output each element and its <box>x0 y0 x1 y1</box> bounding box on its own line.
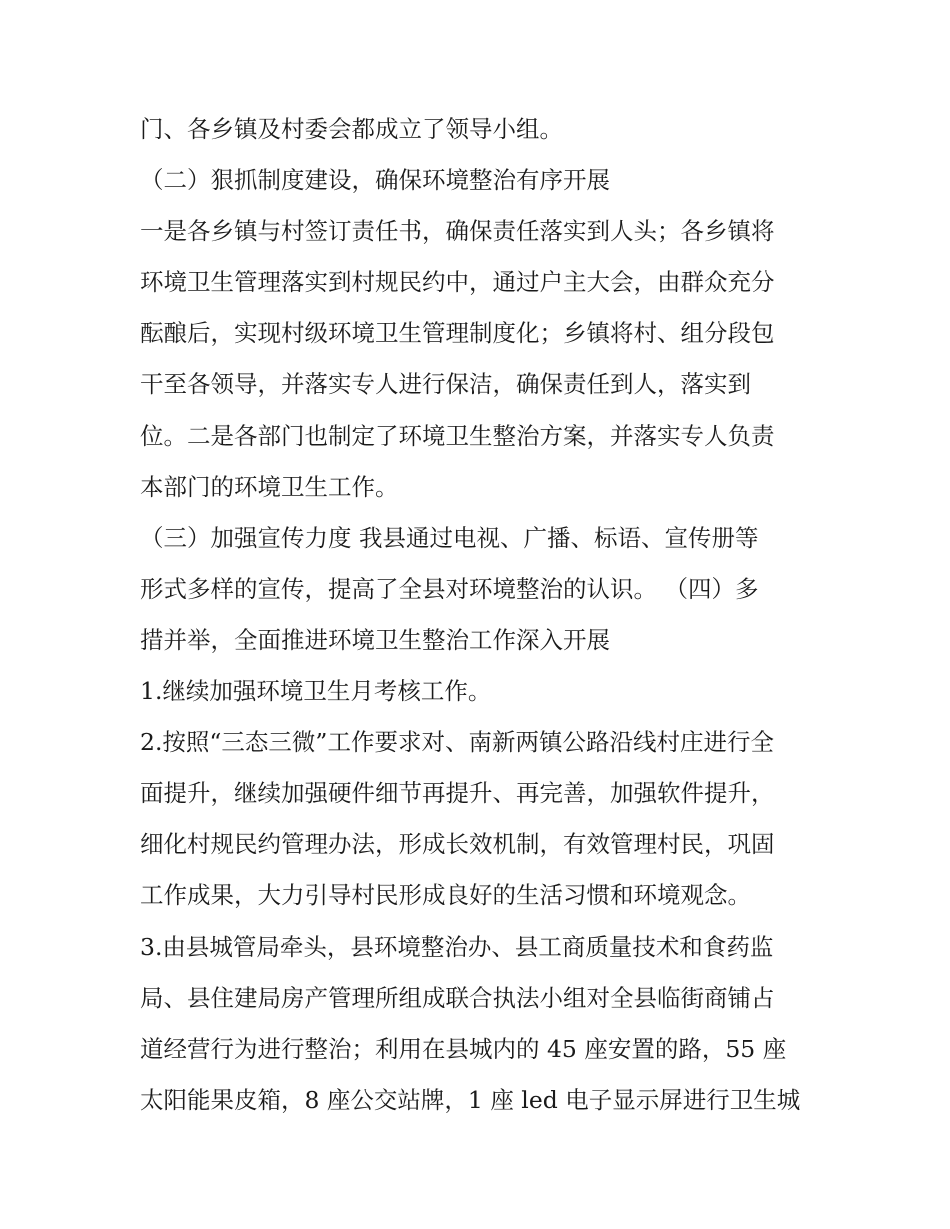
text-line: 面提升，继续加强硬件细节再提升、再完善，加强软件提升， <box>140 779 775 808</box>
text-line: 环境卫生管理落实到村规民约中，通过户主大会，由群众充分 <box>140 268 775 297</box>
list-item-2: 2.按照“三态三微”工作要求对、南新两镇公路沿线村庄进行全 <box>140 728 774 757</box>
text-line: 细化村规民约管理办法，形成长效机制，有效管理村民，巩固 <box>140 830 775 859</box>
text-line: 措并举，全面推进环境卫生整治工作深入开展 <box>140 625 610 654</box>
text-line: 门、各乡镇及村委会都成立了领导小组。 <box>140 115 563 143</box>
text-line: 太阳能果皮箱，8 座公交站牌，1 座 led 电子显示屏进行卫生城 <box>140 1085 801 1114</box>
text-line: 工作成果，大力引导村民形成良好的生活习惯和环境观念。 <box>140 881 751 910</box>
text-line: 干至各领导，并落实专人进行保洁，确保责任到人，落实到 <box>140 370 751 399</box>
text-line: 本部门的环境卫生工作。 <box>140 472 399 501</box>
section-heading-2: （二）狠抓制度建设，确保环境整治有序开展 <box>140 166 610 195</box>
text-line: 道经营行为进行整治；利用在县城内的 45 座安置的路，55 座 <box>140 1034 787 1063</box>
text-line: 形式多样的宣传，提高了全县对环境整治的认识。 （四）多 <box>140 574 759 603</box>
list-item-1: 1.继续加强环境卫生月考核工作。 <box>140 677 492 706</box>
list-item-3: 3.由县城管局牵头，县环境整治办、县工商质量技术和食药监 <box>140 932 774 961</box>
text-line: 一是各乡镇与村签订责任书，确保责任落实到人头；各乡镇将 <box>140 217 775 246</box>
text-line: 局、县住建局房产管理所组成联合执法小组对全县临街商铺占 <box>140 983 775 1012</box>
text-line: 位。二是各部门也制定了环境卫生整治方案，并落实专人负责 <box>140 421 775 450</box>
section-heading-3: （三）加强宣传力度 我县通过电视、广播、标语、宣传册等 <box>140 523 759 552</box>
body-text <box>140 104 820 1126</box>
text-line: 酝酿后，实现村级环境卫生管理制度化；乡镇将村、组分段包 <box>140 319 775 348</box>
